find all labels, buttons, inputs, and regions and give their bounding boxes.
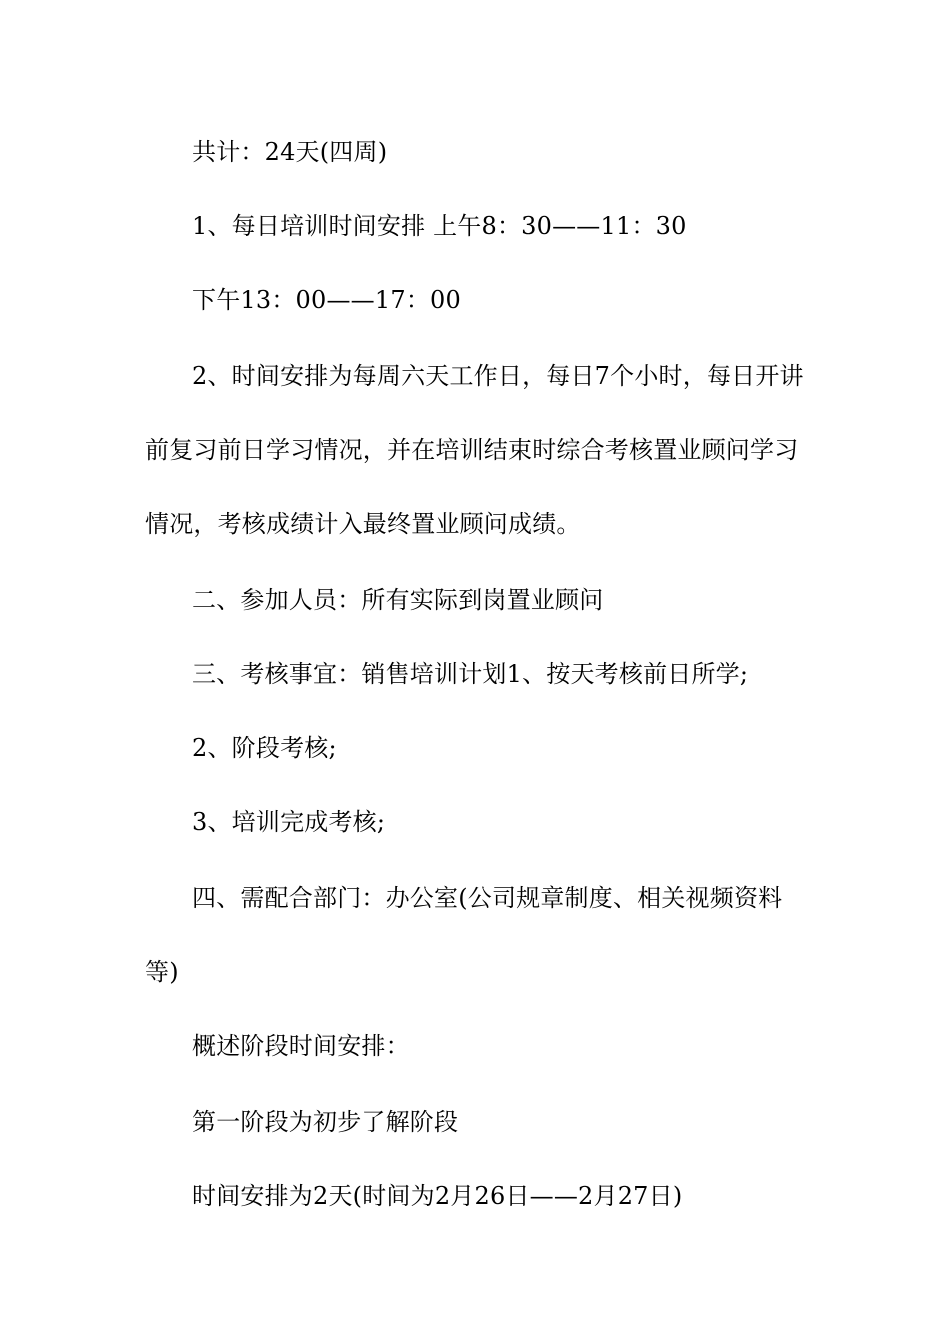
text-line-overview-schedule: 概述阶段时间安排： xyxy=(192,1032,410,1060)
text-line-assessment: 三、考核事宜：销售培训计划1、按天考核前日所学; xyxy=(192,660,749,688)
text-line-daily-schedule-morning: 1、每日培训时间安排 上午8：30——11：30 xyxy=(192,212,687,240)
text-line-completion-assessment: 3、培训完成考核; xyxy=(192,808,386,836)
text-line-participants: 二、参加人员：所有实际到岗置业顾问 xyxy=(192,586,604,614)
text-line-time-arrangement-cont-1: 前复习前日学习情况，并在培训结束时综合考核置业顾问学习 xyxy=(145,436,799,464)
text-line-time-arrangement: 2、时间安排为每周六天工作日，每日7个小时，每日开讲 xyxy=(192,362,804,390)
text-line-cooperating-departments: 四、需配合部门：办公室(公司规章制度、相关视频资料 xyxy=(192,884,783,912)
text-line-cooperating-departments-cont: 等) xyxy=(145,958,179,986)
text-line-stage-one-time: 时间安排为2天(时间为2月26日——2月27日) xyxy=(192,1182,683,1210)
text-line-stage-assessment: 2、阶段考核; xyxy=(192,734,337,762)
text-line-stage-one: 第一阶段为初步了解阶段 xyxy=(192,1108,459,1136)
text-line-time-arrangement-cont-2: 情况，考核成绩计入最终置业顾问成绩。 xyxy=(145,510,581,538)
text-line-daily-schedule-afternoon: 下午13：00——17：00 xyxy=(192,286,461,314)
text-line-total-days: 共计：24天(四周) xyxy=(192,138,388,166)
